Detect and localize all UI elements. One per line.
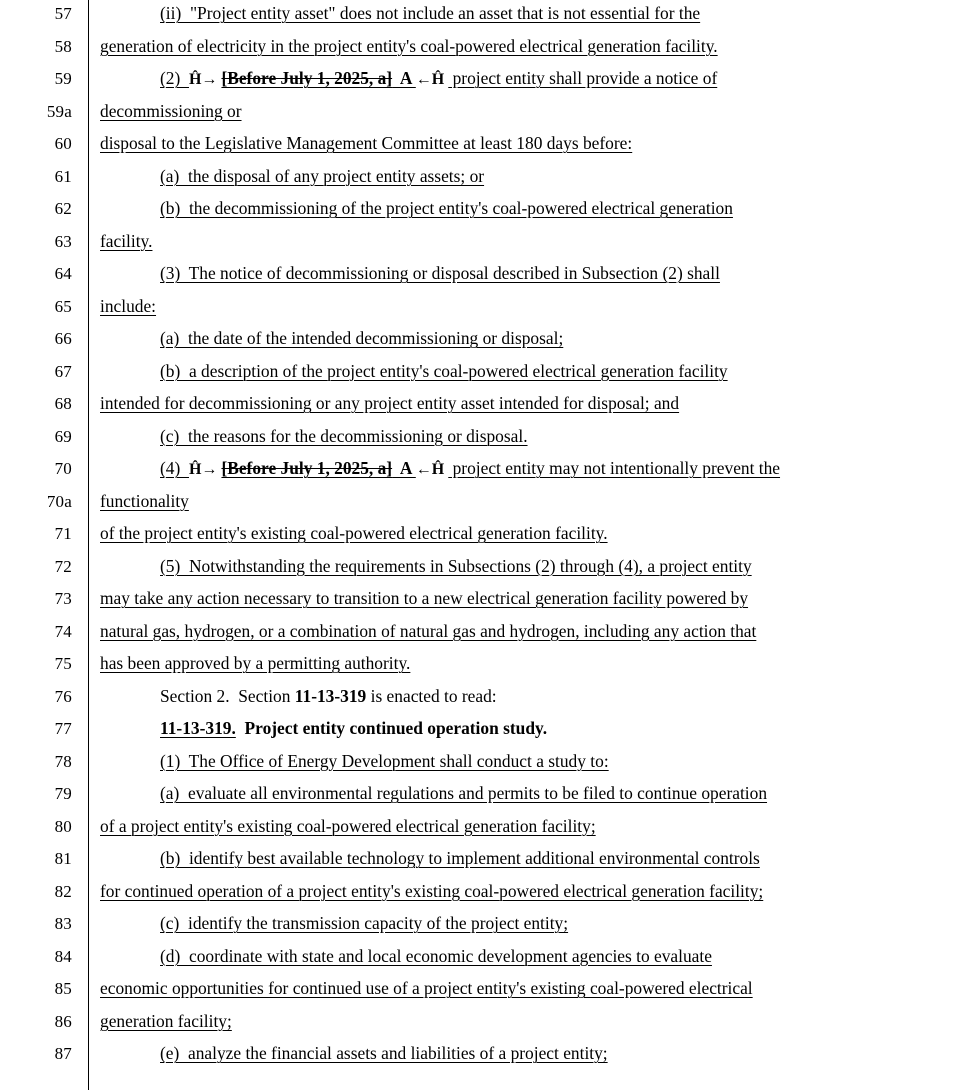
line-text (84, 980, 980, 997)
text-segment: for continued operation of a project entity's existing coal-powered electrical generation facility; (100, 880, 764, 901)
bill-line (0, 69, 980, 102)
text-segment: economic opportunities for continued use of a project entity's existing coal-powered electrical (100, 978, 753, 998)
line-number: 72 (54, 556, 72, 576)
line-number: 66 (54, 329, 72, 348)
bill-line (0, 102, 980, 135)
line-number: 60 (54, 134, 72, 153)
line-number: 62 (54, 199, 72, 218)
line-text (84, 200, 980, 217)
text-segment: (b) a description of the project entity's coal-powered electrical generation facility (160, 360, 728, 381)
line-number: 77 (54, 719, 72, 738)
text-segment: (e) analyze the financial assets and liabilities of a project entity; (160, 1043, 608, 1063)
text-segment: (5) Notwithstanding the requirements in Subsections (2) through (4), a project entity (160, 555, 752, 576)
line-text (84, 1010, 980, 1031)
bill-line (0, 752, 980, 785)
line-number: 70a (46, 491, 72, 511)
deleted-text: [Before July 1, 2025, a] (221, 458, 393, 478)
line-text (84, 5, 980, 22)
bill-line (0, 589, 980, 622)
line-text (84, 490, 980, 511)
text-segment: generation facility; (100, 1010, 232, 1031)
bill-line (0, 622, 980, 655)
text-segment: A (392, 458, 416, 478)
text-segment: 11-13-319. (160, 718, 236, 738)
line-number: 57 (54, 4, 72, 23)
line-text (84, 360, 980, 381)
bill-line (0, 654, 980, 687)
line-text (84, 165, 980, 186)
line-text (84, 230, 980, 251)
amendment-marker-icon: ←Ĥ (415, 71, 449, 88)
bill-line (0, 817, 980, 850)
bill-line (0, 979, 980, 1012)
text-segment: project entity shall provide a notice of (448, 68, 718, 88)
text-segment: A (392, 68, 416, 88)
bill-line (0, 167, 980, 200)
text-segment: natural gas, hydrogen, or a combination of natural gas and hydrogen, including any action that (100, 620, 757, 641)
text-segment: (ii) "Project entity asset" does not include an asset that is not essential for the (160, 3, 701, 23)
line-text (84, 70, 980, 88)
bill-line (0, 329, 980, 362)
bill-text-lines (0, 4, 980, 1077)
bill-line (0, 687, 980, 720)
text-segment: 11-13-319 (294, 685, 367, 706)
line-text (84, 265, 980, 282)
bill-line (0, 232, 980, 265)
text-segment: is enacted to read: (366, 685, 497, 706)
line-text (84, 785, 980, 802)
text-segment: (4) (160, 458, 189, 478)
line-number: 84 (54, 946, 72, 966)
line-text (84, 525, 980, 542)
bill-line (0, 557, 980, 590)
line-number: 59 (54, 69, 72, 88)
line-text (84, 330, 980, 347)
bill-line (0, 264, 980, 297)
text-segment: (2) (160, 68, 189, 88)
bill-line (0, 524, 980, 557)
line-number: 81 (54, 849, 72, 868)
line-text (84, 880, 980, 901)
line-text (84, 395, 980, 412)
line-number: 79 (54, 784, 72, 803)
line-text (84, 850, 980, 867)
line-text (84, 135, 980, 152)
line-number: 82 (54, 881, 72, 901)
line-number: 74 (54, 621, 72, 641)
bill-line (0, 1044, 980, 1077)
line-number: 61 (54, 166, 72, 186)
line-number: 73 (54, 589, 72, 608)
line-number: 67 (54, 361, 72, 381)
text-segment: (3) The notice of decommissioning or disposal described in Subsection (2) shall (160, 263, 720, 283)
text-segment: of the project entity's existing coal-powered electrical generation facility. (100, 523, 608, 543)
text-segment: (b) identify best available technology to implement additional environmental controls (160, 848, 760, 868)
text-segment: (d) coordinate with state and local economic development agencies to evaluate (160, 945, 712, 966)
line-number: 69 (54, 426, 72, 446)
amendment-marker-icon: Ĥ→ (188, 71, 222, 88)
line-number: 78 (54, 751, 72, 771)
line-text (84, 295, 980, 316)
deleted-text: [Before July 1, 2025, a] (221, 68, 393, 88)
line-text (84, 460, 980, 478)
line-number: 76 (54, 686, 72, 706)
line-text (84, 915, 980, 932)
bill-line (0, 427, 980, 460)
line-text (84, 655, 980, 672)
line-text (84, 590, 980, 607)
text-segment: (c) identify the transmission capacity of the project entity; (160, 913, 569, 933)
text-segment: may take any action necessary to transition to a new electrical generation facility powered by (100, 588, 749, 608)
line-number: 64 (54, 264, 72, 283)
amendment-marker-icon: Ĥ→ (188, 461, 222, 478)
bill-line (0, 4, 980, 37)
text-segment: (a) the disposal of any project entity assets; or (160, 165, 485, 186)
text-segment: (1) The Office of Energy Development shall conduct a study to: (160, 750, 609, 771)
bill-line (0, 784, 980, 817)
line-number: 58 (54, 36, 72, 56)
line-text (84, 815, 980, 836)
bill-line (0, 1012, 980, 1045)
text-segment: facility. (100, 230, 153, 251)
text-segment: (c) the reasons for the decommissioning or disposal. (160, 425, 528, 446)
bill-line (0, 914, 980, 947)
text-segment: decommissioning or (100, 100, 242, 121)
text-segment: disposal to the Legislative Management Committee at least 180 days before: (100, 133, 633, 153)
line-number: 83 (54, 914, 72, 933)
bill-line (0, 37, 980, 70)
line-number: 65 (54, 296, 72, 316)
amendment-marker-icon: ←Ĥ (415, 461, 449, 478)
bill-line (0, 362, 980, 395)
line-text (84, 945, 980, 966)
line-text (84, 1045, 980, 1062)
text-segment: functionality (100, 490, 189, 511)
bill-line (0, 947, 980, 980)
line-text (84, 35, 980, 56)
text-segment: (a) evaluate all environmental regulations and permits to be filed to continue operation (160, 783, 768, 803)
text-segment: intended for decommissioning or any project entity asset intended for disposal; and (100, 393, 680, 413)
line-text (84, 750, 980, 771)
line-text (84, 100, 980, 121)
line-number: 68 (54, 394, 72, 413)
line-number: 71 (54, 524, 72, 543)
bill-line (0, 492, 980, 525)
text-segment: (b) the decommissioning of the project entity's coal-powered electrical generation (160, 198, 733, 218)
line-text (84, 555, 980, 576)
text-segment: Section 2. Section (160, 685, 295, 706)
line-number: 59a (46, 101, 72, 121)
text-segment: has been approved by a permitting authority. (100, 653, 411, 673)
text-segment: generation of electricity in the project entity's coal-powered electrical generation facility. (100, 35, 718, 56)
text-segment: Project entity continued operation study. (235, 718, 548, 738)
text-segment: (a) the date of the intended decommissioning or disposal; (160, 328, 564, 348)
line-number: 63 (54, 231, 72, 251)
line-text (84, 685, 980, 706)
bill-line (0, 199, 980, 232)
bill-line (0, 882, 980, 915)
line-number: 80 (54, 816, 72, 836)
line-number: 87 (54, 1044, 72, 1063)
line-number: 86 (54, 1011, 72, 1031)
line-number: 85 (54, 979, 72, 998)
bill-line (0, 719, 980, 752)
line-number: 75 (54, 654, 72, 673)
text-segment: project entity may not intentionally prevent the (448, 458, 781, 478)
bill-line (0, 459, 980, 492)
text-segment: of a project entity's existing coal-powered electrical generation facility; (100, 815, 596, 836)
line-text (84, 425, 980, 446)
text-segment: include: (100, 295, 157, 316)
bill-line (0, 849, 980, 882)
line-number-rule (88, 0, 89, 1090)
line-text (84, 620, 980, 641)
bill-line (0, 297, 980, 330)
bill-line (0, 394, 980, 427)
line-number: 70 (54, 459, 72, 478)
bill-line (0, 134, 980, 167)
line-text (84, 720, 980, 737)
